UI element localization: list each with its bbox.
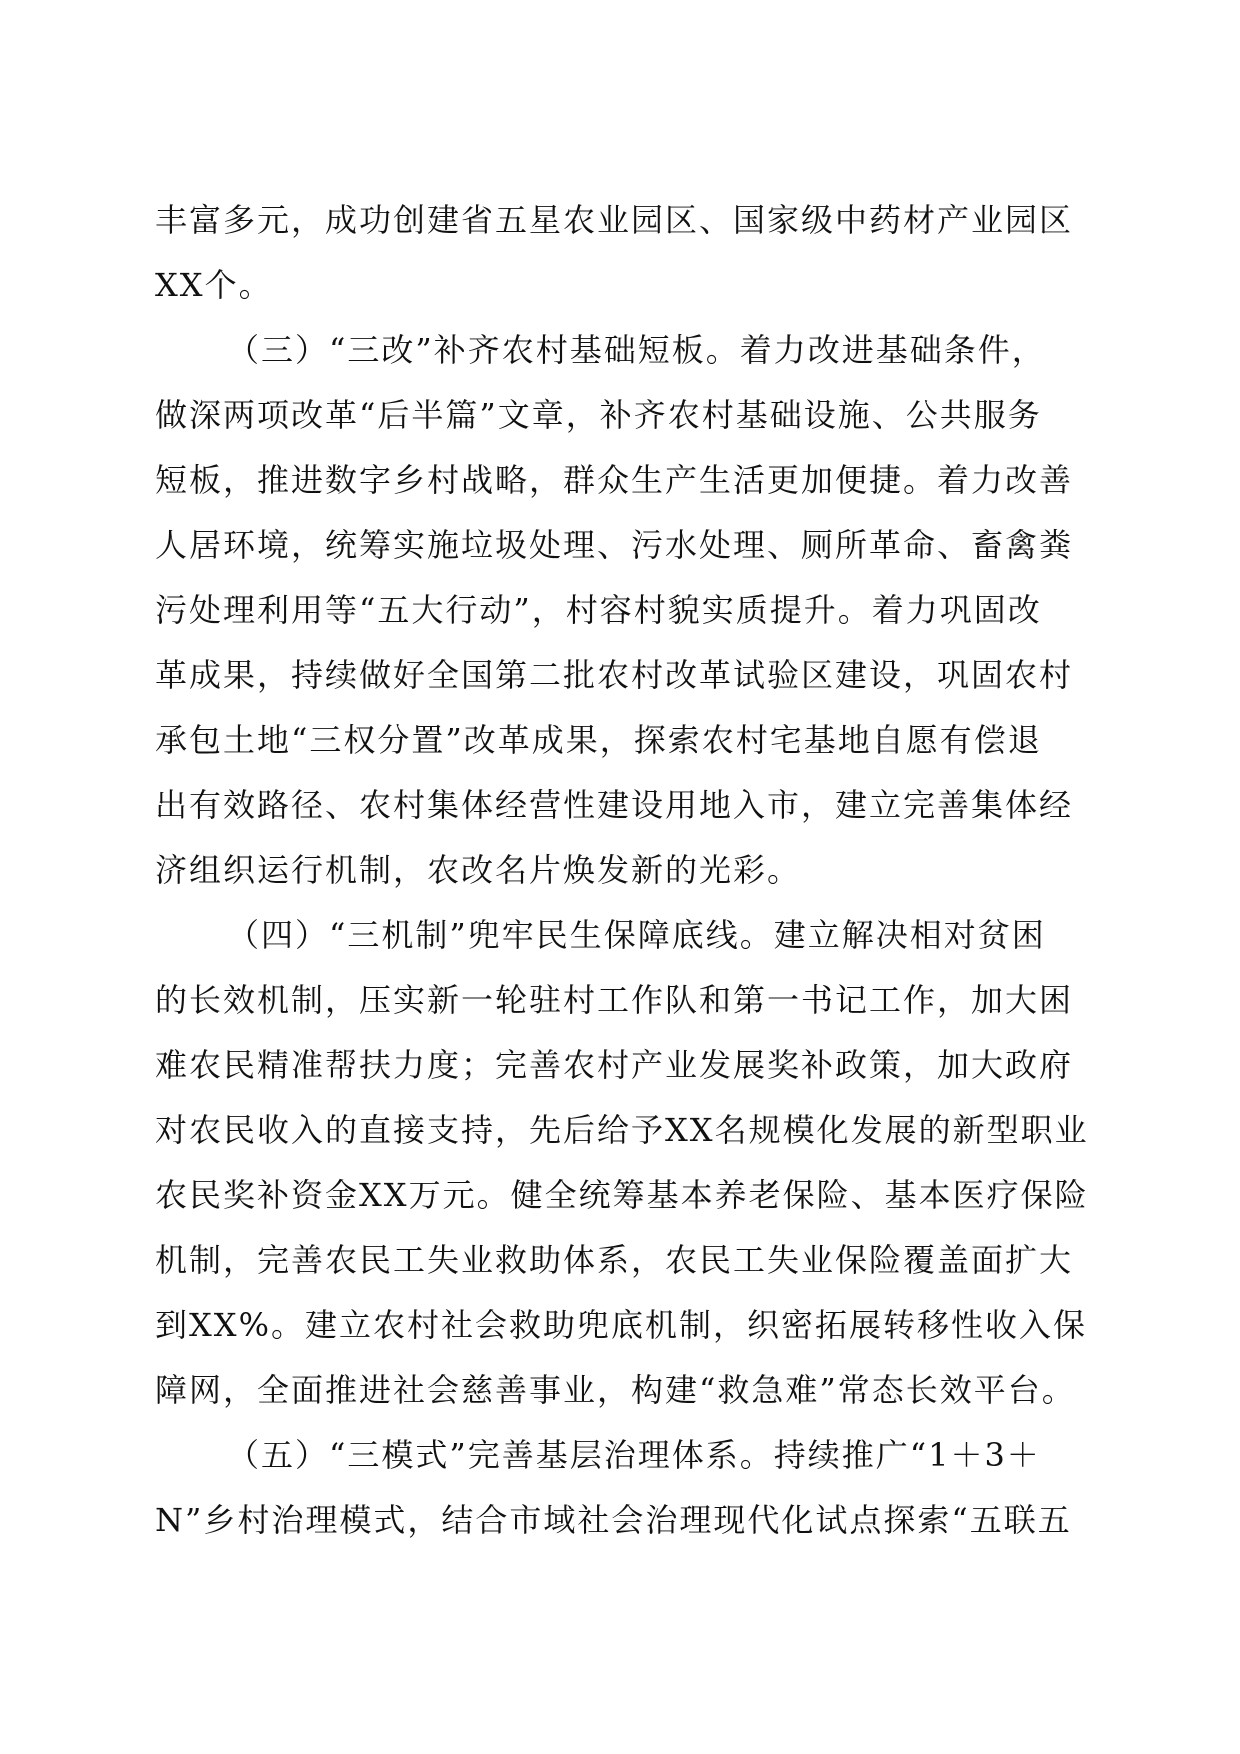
section-heading-line: （三）“三改”补齐农村基础短板。着力改进基础条件， — [227, 331, 1046, 369]
text-line: 短板，推进数字乡村战略，群众生产生活更加便捷。着力改善 — [155, 461, 1074, 499]
text-line: 济组织运行机制，农改名片焕发新的光彩。 — [155, 851, 802, 889]
text-line: 的长效机制，压实新一轮驻村工作队和第一书记工作，加大困 — [155, 981, 1074, 1019]
text-line: 障网，全面推进社会慈善事业，构建“救急难”常态长效平台。 — [155, 1371, 1076, 1409]
section-heading-line: （四）“三机制”兜牢民生保障底线。建立解决相对贫困 — [227, 916, 1046, 954]
text-line: XX个。 — [155, 266, 273, 304]
body-text — [155, 188, 1089, 1553]
section-heading-line: （五）“三模式”完善基层治理体系。持续推广“1＋3＋ — [227, 1436, 1041, 1474]
text-line: 难农民精准帮扶力度；完善农村产业发展奖补政策，加大政府 — [155, 1046, 1074, 1084]
text-line: 丰富多元，成功创建省五星农业园区、国家级中药材产业园区 — [155, 201, 1074, 239]
text-line: 承包土地“三权分置”改革成果，探索农村宅基地自愿有偿退 — [155, 721, 1042, 759]
text-line: 出有效路径、农村集体经营性建设用地入市，建立完善集体经 — [155, 786, 1074, 824]
text-line: 做深两项改革“后半篇”文章，补齐农村基础设施、公共服务 — [155, 396, 1042, 434]
text-line: 到XX%。建立农村社会救助兜底机制，织密拓展转移性收入保 — [155, 1306, 1087, 1344]
text-line: 对农民收入的直接支持，先后给予XX名规模化发展的新型职业 — [155, 1111, 1089, 1149]
text-line: N”乡村治理模式，结合市域社会治理现代化试点探索“五联五 — [155, 1501, 1072, 1539]
text-line: 人居环境，统筹实施垃圾处理、污水处理、厕所革命、畜禽粪 — [155, 526, 1074, 564]
text-line: 机制，完善农民工失业救助体系，农民工失业保险覆盖面扩大 — [155, 1241, 1074, 1279]
text-line: 革成果，持续做好全国第二批农村改革试验区建设，巩固农村 — [155, 656, 1074, 694]
text-line: 污处理利用等“五大行动”，村容村貌实质提升。着力巩固改 — [155, 591, 1042, 629]
text-line: 农民奖补资金XX万元。健全统筹基本养老保险、基本医疗保险 — [155, 1176, 1089, 1214]
